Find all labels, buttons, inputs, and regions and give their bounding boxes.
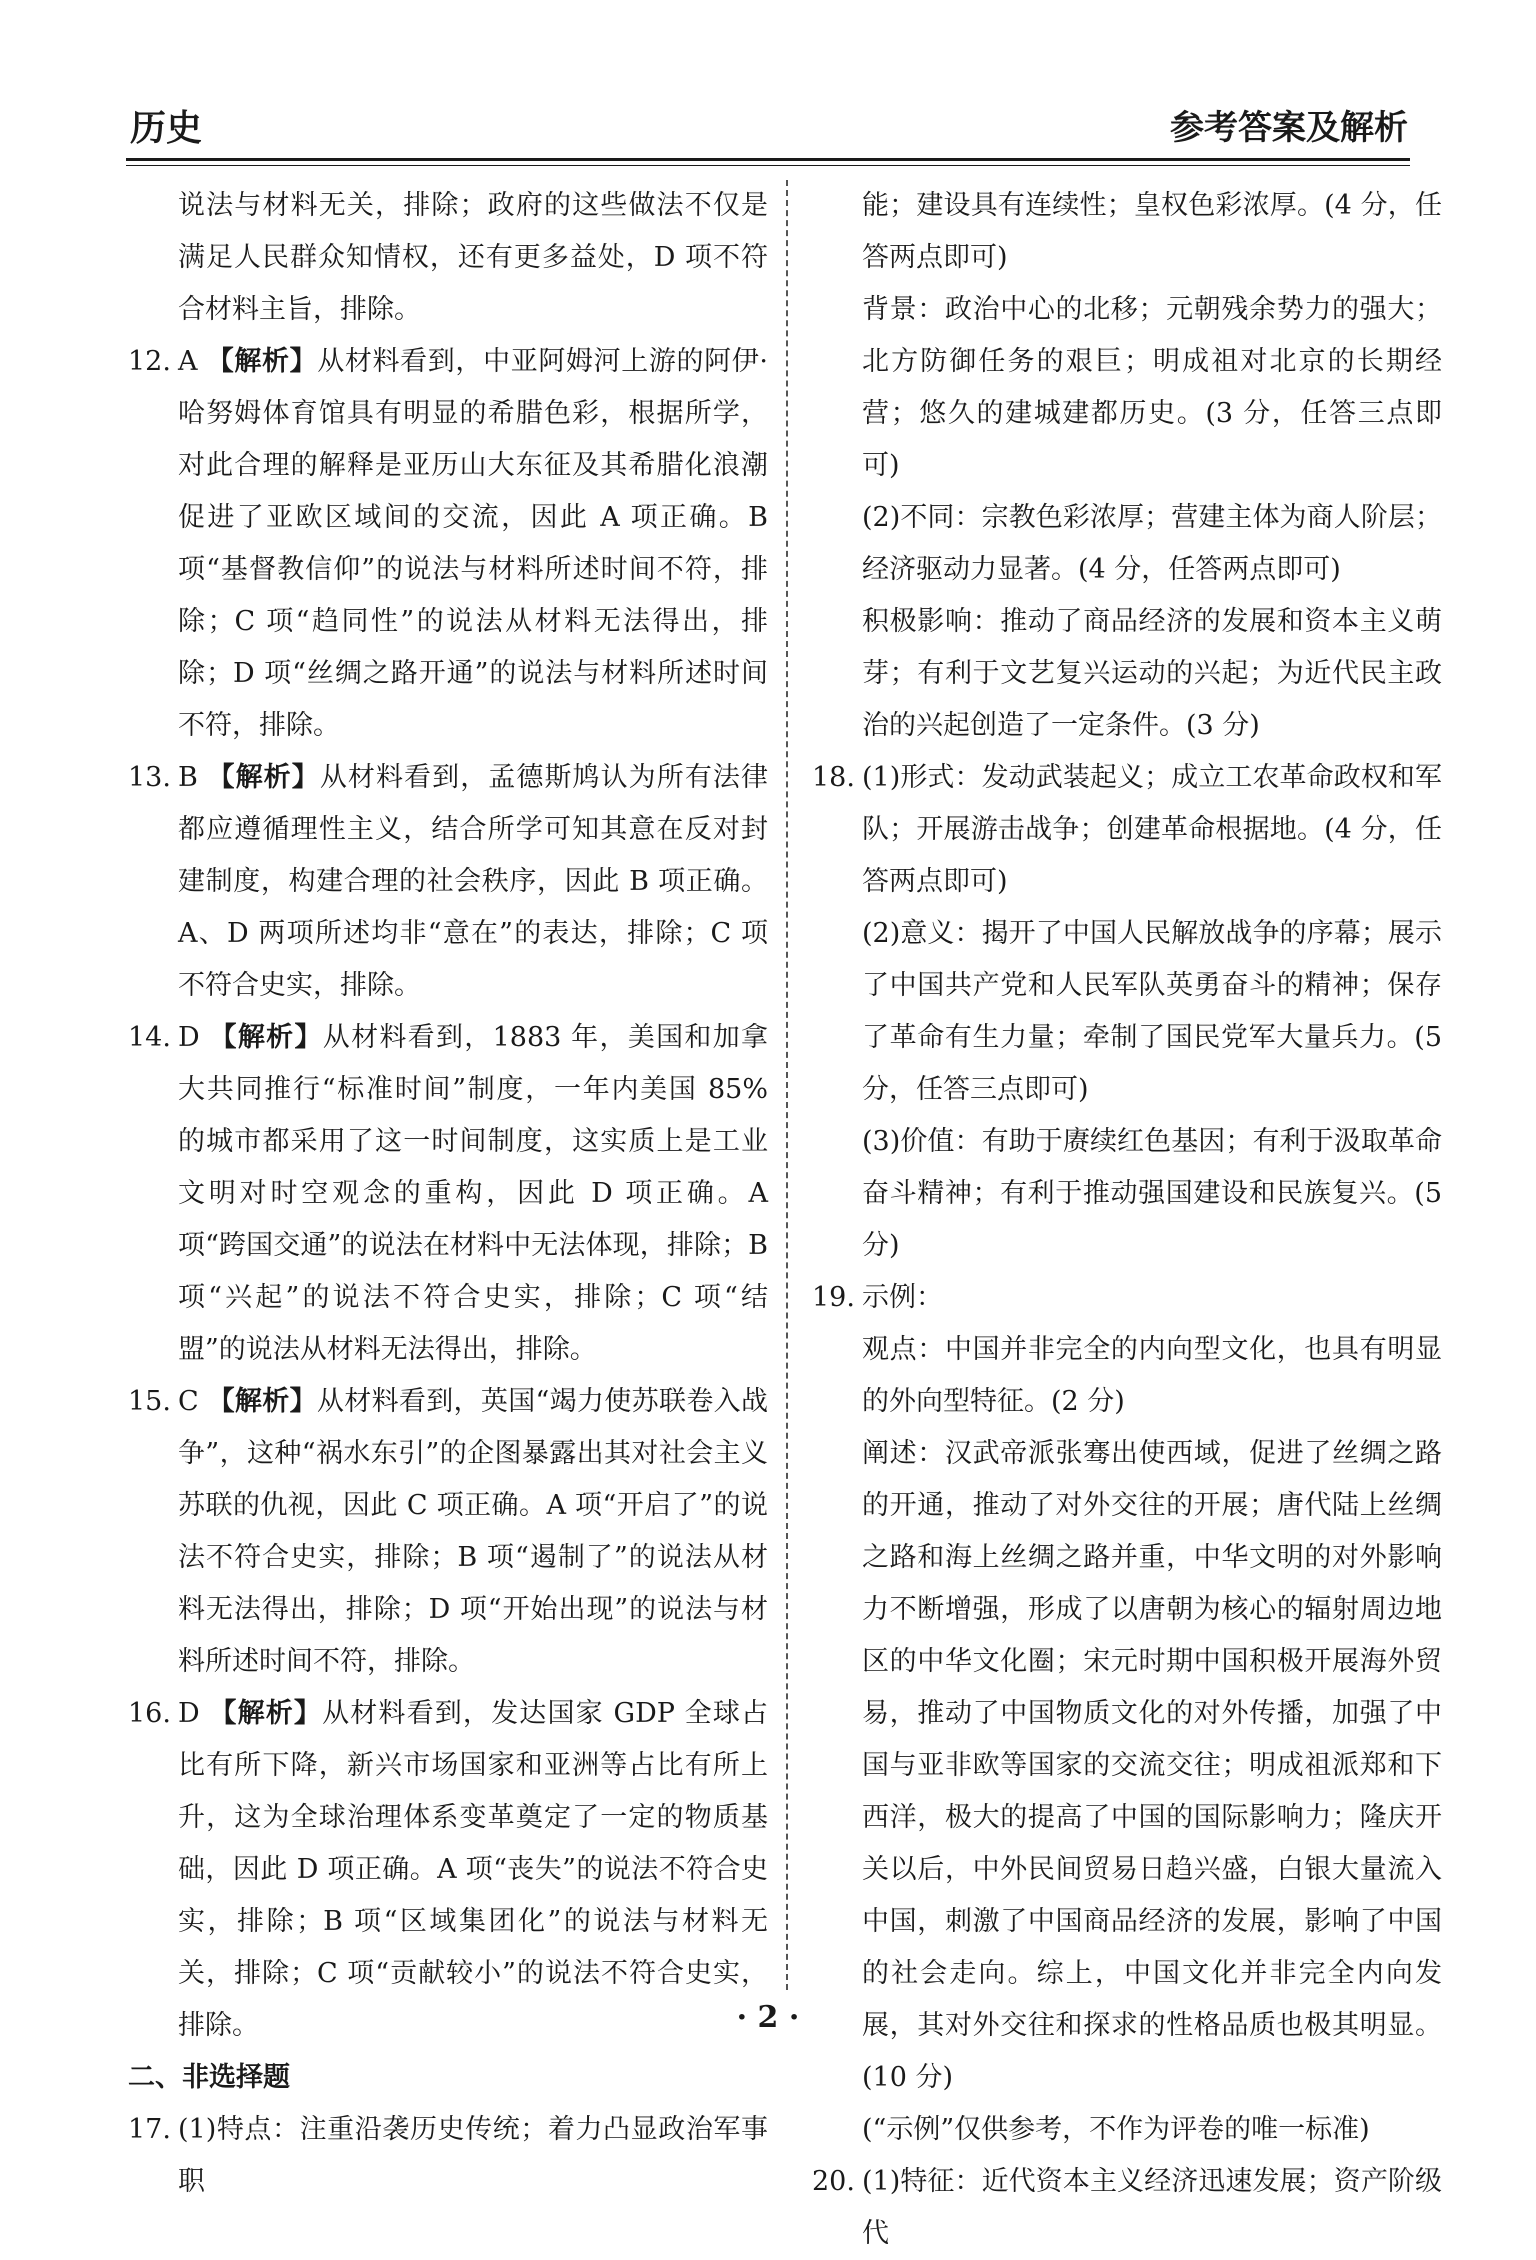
answer-item xyxy=(128,336,768,752)
item-number: 16. xyxy=(128,1698,171,1729)
continuation-paragraph: 积极影响：推动了商品经济的发展和资本主义萌芽；有利于文艺复兴运动的兴起；为近代民主政治的兴起创造了一定条件。(3 分) xyxy=(862,606,1442,741)
item-text: 从材料看到，孟德斯鸠认为所有法律都应遵循理性主义，结合所学可知其意在反对封建制度，构建合理的社会秩序，因此 B 项正确。A、D 两项所述均非“意在”的表达，排除；C 项不符合史实，排除。 xyxy=(178,762,768,1001)
item-text: 从材料看到，1883 年，美国和加拿大共同推行“标准时间”制度，一年内美国 85% 的城市都采用了这一时间制度，这实质上是工业文明对时空观念的重构，因此 D 项正确。A 项“跨国交通”的说法在材料中无法体现，排除；B 项“兴起”的说法不符合史实，排除；C 项“结盟”的说法从材料无法得出，排除。 xyxy=(178,1022,769,1365)
continuation-paragraph: (“示例”仅供参考，不作为评卷的唯一标准) xyxy=(862,2114,1370,2145)
section-heading: 二、非选择题 xyxy=(128,2062,290,2093)
continuation-paragraph: (2)意义：揭开了中国人民解放战争的序幕；展示了中国共产党和人民军队英勇奋斗的精神；保存了革命有生力量；牵制了国民党军大量兵力。(5 分，任答三点即可) xyxy=(862,918,1442,1105)
item-number: 14. xyxy=(128,1022,171,1053)
continuation-paragraph: 能；建设具有连续性；皇权色彩浓厚。(4 分，任答两点即可) xyxy=(862,190,1442,273)
item-number: 18. xyxy=(812,762,855,793)
document-title: 参考答案及解析 xyxy=(1170,108,1408,148)
item-text: (1)形式：发动武装起义；成立工农革命政权和军队；开展游击战争；创建革命根据地。(4 分，任答两点即可) xyxy=(862,762,1442,897)
page-number: · 2 · xyxy=(736,2000,800,2035)
continuation-paragraph: 观点：中国并非完全的内向型文化，也具有明显的外向型特征。(2 分) xyxy=(862,1334,1442,1417)
right-column xyxy=(812,180,1442,2260)
header-rule-thick xyxy=(126,158,1410,161)
item-text: 从材料看到，发达国家 GDP 全球占比有所下降，新兴市场国家和亚洲等占比有所上升，这为全球治理体系变革奠定了一定的物质基础，因此 D 项正确。A 项“丧失”的说法不符合史实，排除；B 项“区域集团化”的说法与材料无关，排除；C 项“贡献较小”的说法不符合史实，排除。 xyxy=(178,1698,769,2041)
item-text: (1)特点：注重沿袭历史传统；着力凸显政治军事职 xyxy=(178,2114,768,2197)
continuation-paragraph: 背景：政治中心的北移；元朝残余势力的强大；北方防御任务的艰巨；明成祖对北京的长期经营；悠久的建城建都历史。(3 分，任答三点即可) xyxy=(862,294,1442,481)
answer-item xyxy=(128,752,768,1012)
item-number: 17. xyxy=(128,2114,171,2145)
analysis-tag: 【解析】 xyxy=(209,1698,323,1729)
answer-item xyxy=(812,752,1442,908)
answer-choice: A xyxy=(178,346,207,377)
answer-item xyxy=(128,2104,768,2208)
item-number: 13. xyxy=(128,762,171,793)
item-number: 20. xyxy=(812,2166,855,2197)
continuation-paragraph: 阐述：汉武帝派张骞出使西域，促进了丝绸之路的开通，推动了对外交往的开展；唐代陆上丝绸之路和海上丝绸之路并重，中华文明的对外影响力不断增强，形成了以唐朝为核心的辐射周边地区的中华文化圈；宋元时期中国积极开展海外贸易，推动了中国物质文化的对外传播，加强了中国与亚非欧等国家的交流交往；明成祖派郑和下西洋，极大的提高了中国的国际影响力；隆庆开关以后，中外民间贸易日趋兴盛，白银大量流入中国，刺激了中国商品经济的发展，影响了中国的社会走向。综上，中国文化并非完全内向发展，其对外交往和探求的性格品质也极其明显。(10 分) xyxy=(862,1438,1442,2093)
answer-choice: B xyxy=(178,762,208,793)
item-text: 从材料看到，中亚阿姆河上游的阿伊·哈努姆体育馆具有明显的希腊色彩，根据所学，对此合理的解释是亚历山大东征及其希腊化浪潮促进了亚欧区域间的交流，因此 A 项正确。B 项“基督教信仰”的说法与材料所述时间不符，排除；C 项“趋同性”的说法从材料无法得出，排除；D 项“丝绸之路开通”的说法与材料所述时间不符，排除。 xyxy=(178,346,768,741)
answer-item xyxy=(128,1376,768,1688)
answer-choice: D xyxy=(178,1022,210,1053)
continuation-paragraph: (3)价值：有助于赓续红色基因；有利于汲取革命奋斗精神；有利于推动强国建设和民族复兴。(5 分) xyxy=(862,1126,1442,1261)
subject-title: 历史 xyxy=(130,107,203,149)
answer-item xyxy=(812,2156,1442,2260)
header-rule-thin xyxy=(126,165,1410,166)
answer-choice: C xyxy=(178,1386,208,1417)
analysis-tag: 【解析】 xyxy=(207,762,320,793)
item-text: (1)特征：近代资本主义经济迅速发展；资产阶级代 xyxy=(862,2166,1442,2249)
item-number: 15. xyxy=(128,1386,171,1417)
column-divider xyxy=(786,180,788,1990)
analysis-tag: 【解析】 xyxy=(206,346,318,377)
continuation-paragraph: 说法与材料无关，排除；政府的这些做法不仅是满足人民群众知情权，还有更多益处，D 项不符合材料主旨，排除。 xyxy=(178,190,768,325)
left-column xyxy=(128,180,768,2208)
item-text: 示例： xyxy=(862,1282,943,1313)
analysis-tag: 【解析】 xyxy=(207,1386,317,1417)
answer-item xyxy=(128,1688,768,2052)
analysis-tag: 【解析】 xyxy=(209,1022,323,1053)
answer-item xyxy=(128,1012,768,1376)
answer-choice: D xyxy=(178,1698,210,1729)
continuation-paragraph: (2)不同：宗教色彩浓厚；营建主体为商人阶层；经济驱动力显著。(4 分，任答两点即可) xyxy=(862,502,1442,585)
item-number: 12. xyxy=(128,346,171,377)
answer-item xyxy=(812,1272,1442,1324)
item-text: 从材料看到，英国“竭力使苏联卷入战争”，这种“祸水东引”的企图暴露出其对社会主义苏联的仇视，因此 C 项正确。A 项“开启了”的说法不符合史实，排除；B 项“遏制了”的说法从材料无法得出，排除；D 项“开始出现”的说法与材料所述时间不符，排除。 xyxy=(178,1386,768,1677)
item-number: 19. xyxy=(812,1282,855,1313)
